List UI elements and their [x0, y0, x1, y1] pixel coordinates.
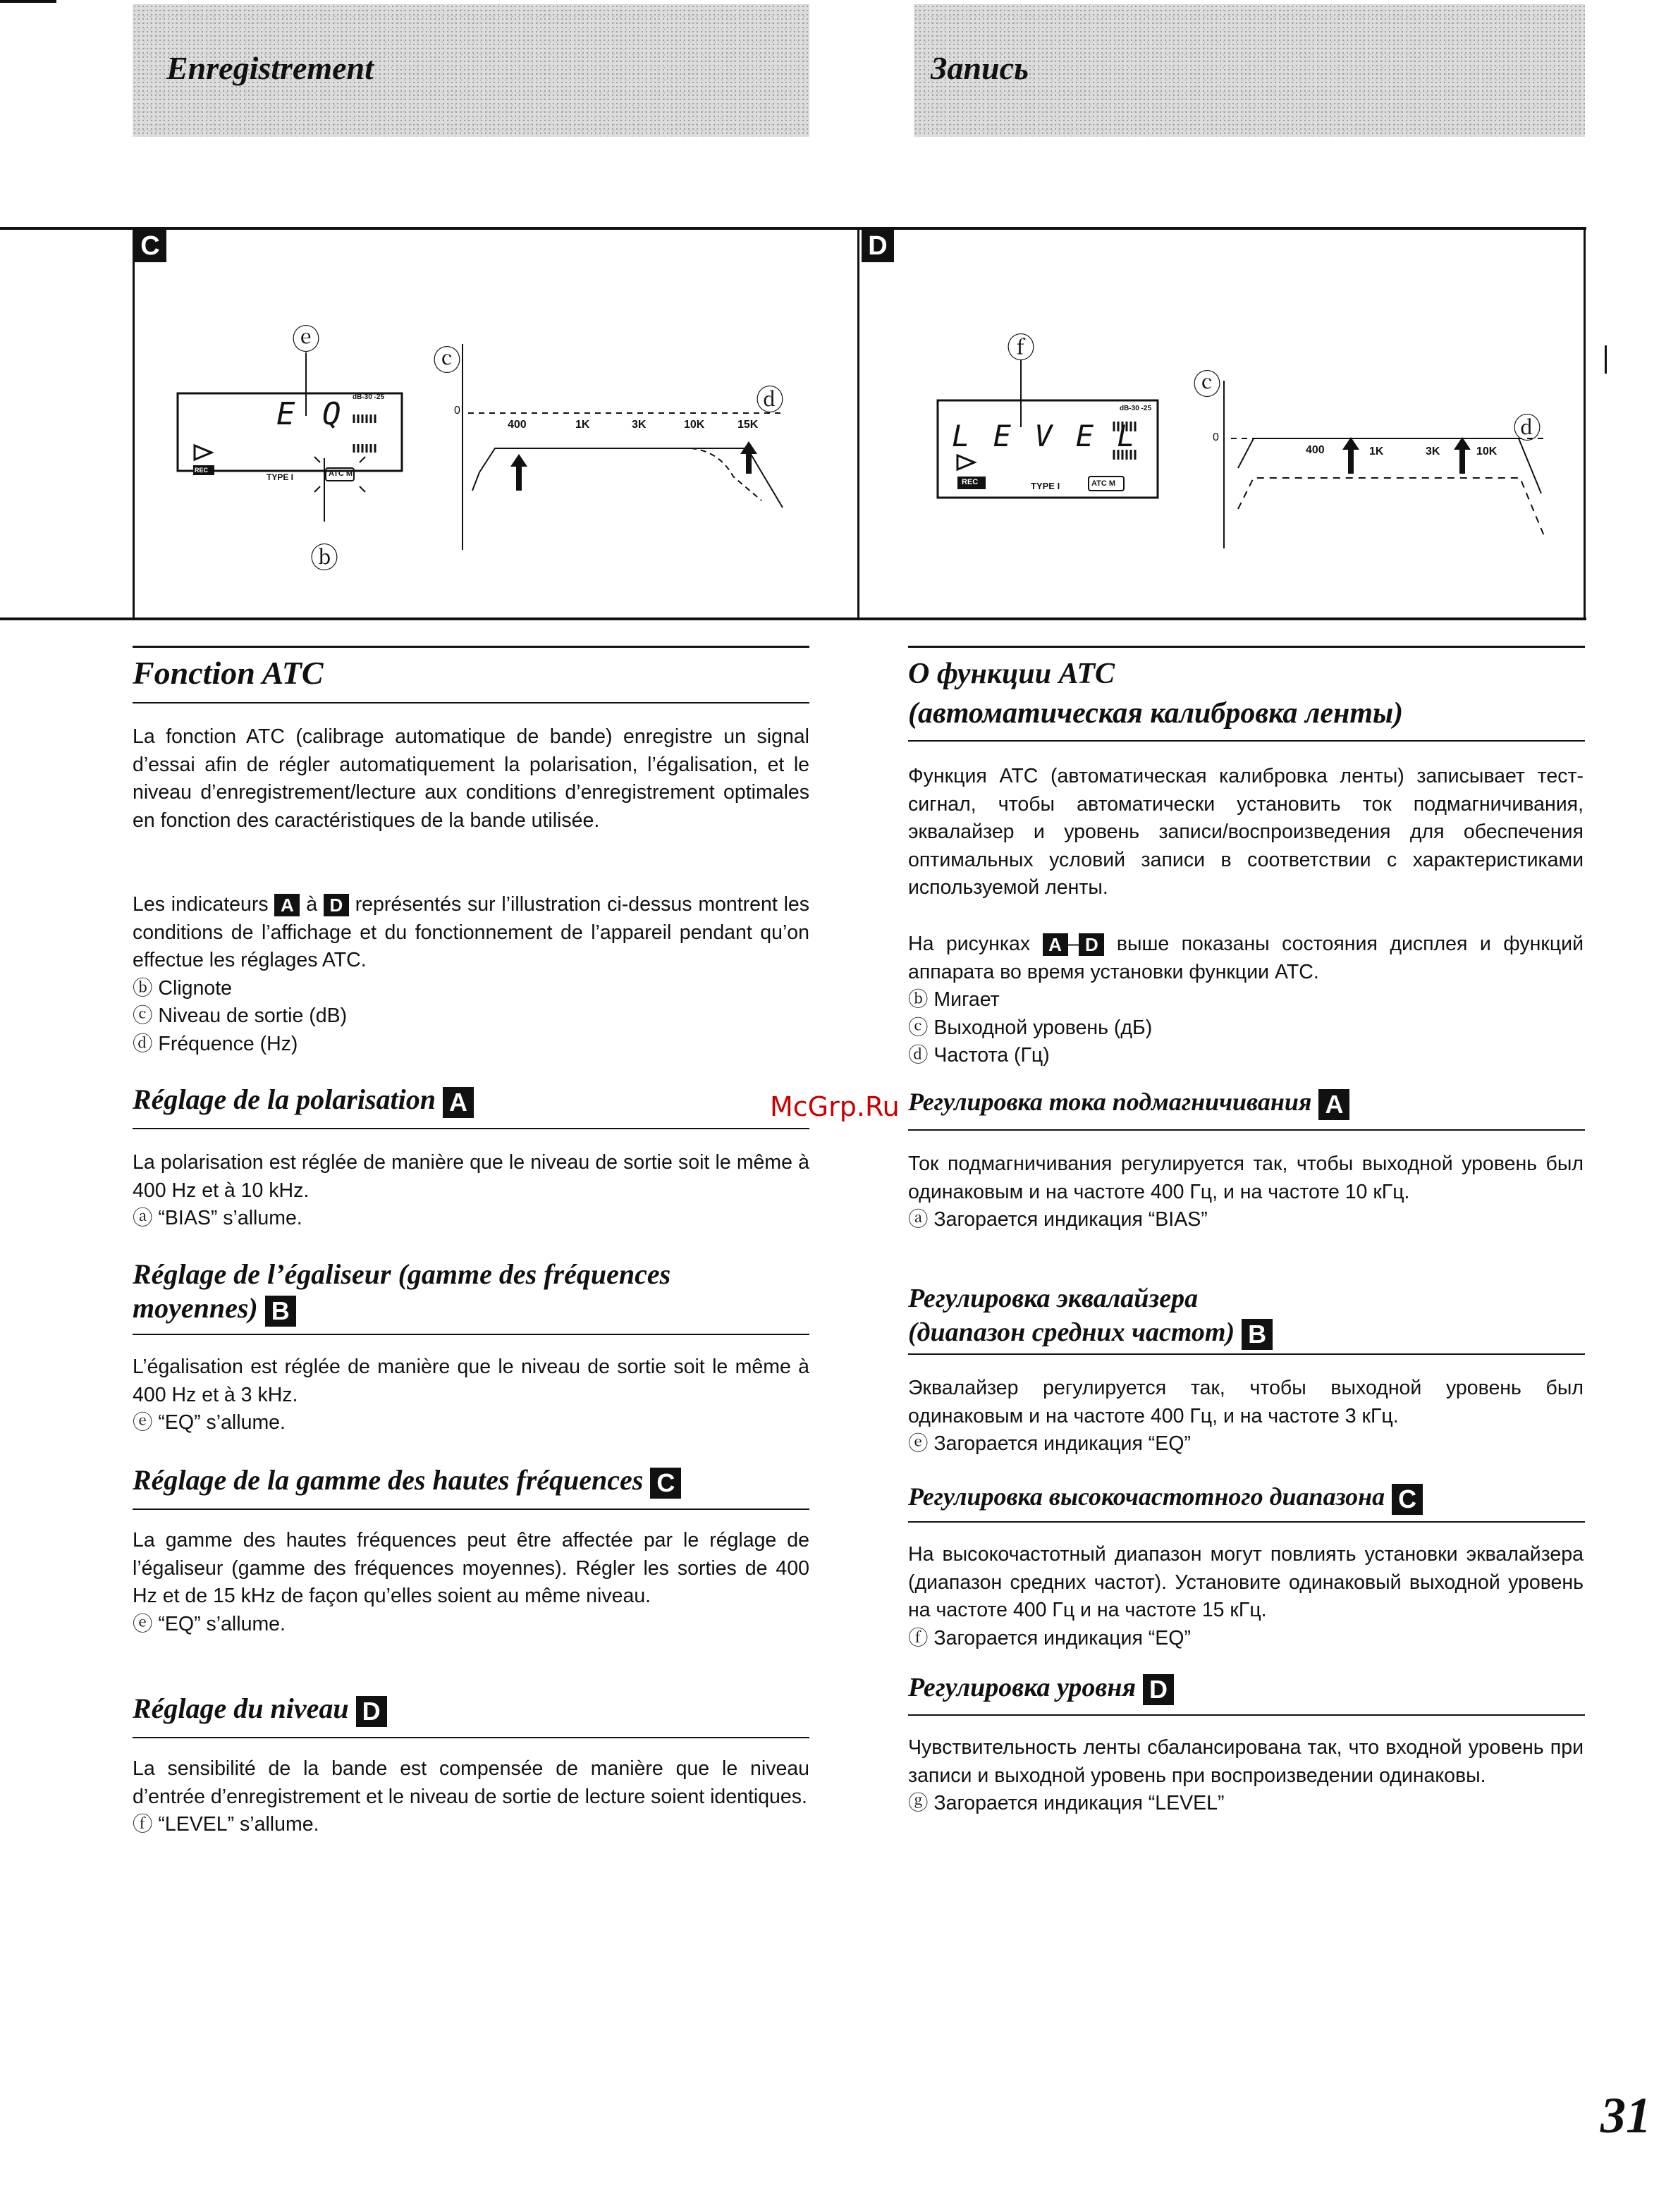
- atc-label-d: ATC M: [1091, 479, 1116, 488]
- fr-bias-text: La polarisation est réglée de manière que le niveau de sortie soit le même à 400 Hz et à 10 kHz.: [133, 1151, 809, 1202]
- figure-divider: [857, 227, 859, 619]
- callout-b: ⓑ: [310, 543, 338, 574]
- rule-fr-hf: [133, 1509, 809, 1510]
- lcd-text-c: E Q: [276, 396, 345, 432]
- ru-atc-title-1: О функции ATC: [908, 658, 1115, 690]
- fr-lvl-title-text: Réglage du niveau: [133, 1692, 349, 1724]
- ru-hf-badge: C: [1392, 1484, 1423, 1515]
- rule-ru-atc-bottom: [908, 740, 1585, 742]
- fr-eq-title-2: moyennes): [133, 1292, 258, 1324]
- rule-ru-hf: [908, 1521, 1585, 1523]
- ru-lvl-title-text: Регулировка уровня: [908, 1673, 1137, 1702]
- fr-hf-text: La gamme des hautes fréquences peut être affectée par le réglage de l’égaliseur (gamme des fréquences moyennes). Régler les sorties de 400 Hz et de 15 kHz de façon qu’elles soient au même niveau.: [133, 1529, 809, 1607]
- arrow-icon-c1: [510, 454, 527, 491]
- play-icon-c: [195, 446, 212, 460]
- ru-badge-d: D: [1079, 933, 1104, 956]
- db-scale-c: dB-30 -25: [353, 393, 385, 401]
- ru-atc-p2-before: На рисунках: [908, 933, 1031, 955]
- rule-fr-lvl: [133, 1737, 809, 1738]
- figure-right-border: [1584, 227, 1586, 619]
- fr-bias-badge: A: [443, 1087, 474, 1118]
- fr-hf-item: ⓔ “EQ” s’allume.: [133, 1612, 286, 1635]
- ru-bias-title-text: Регулировка тока подмагничивания: [908, 1088, 1312, 1116]
- fr-atc-p2-before: Les indicateurs: [133, 893, 269, 916]
- fr-atc-p2-after: représentés sur l’illustration ci-dessus montrent les conditions de l’affichage et du fonctionnement de l’appareil pendant qu’on effectue les réglages ATC.: [133, 893, 810, 971]
- fr-eq-item: ⓔ “EQ” s’allume.: [133, 1411, 286, 1434]
- ru-bias-badge: A: [1318, 1089, 1349, 1120]
- ru-lvl-paragraph: [908, 1734, 1584, 1818]
- fr-hf-paragraph: [133, 1527, 809, 1638]
- fr-bias-item: ⓐ “BIAS” s’allume.: [133, 1207, 302, 1229]
- panel-c-diagram: [169, 310, 790, 592]
- fr-eq-badge: B: [265, 1296, 296, 1327]
- callout-c: ⓒ: [433, 345, 461, 376]
- fr-eq-title-1: Réglage de l’égaliseur (gamme des fréquences: [133, 1258, 671, 1290]
- fr-hf-title-text: Réglage de la gamme des hautes fréquences: [133, 1464, 644, 1496]
- ru-atc-item-b: ⓑ Мигает: [908, 988, 1000, 1011]
- ru-bias-item: ⓐ Загорается индикация “BIAS”: [908, 1208, 1208, 1231]
- panel-letter-d: D: [862, 230, 894, 262]
- ru-bias-paragraph: [908, 1150, 1584, 1234]
- rule-fr-eq: [133, 1334, 809, 1335]
- fr-lvl-item: ⓕ “LEVEL” s’allume.: [133, 1813, 319, 1836]
- rec-label-d: REC: [962, 478, 979, 486]
- callout-f: ⓕ: [1007, 333, 1035, 364]
- freq-label-c-3: 3K: [632, 419, 647, 431]
- level-meter-c: [354, 414, 375, 453]
- rule-fr-bias: [133, 1128, 809, 1129]
- fr-eq-text: L’égalisation est réglée de manière que le niveau de sortie soit le même à 400 Hz et à 3 kHz.: [133, 1356, 809, 1406]
- ru-hf-title: [908, 1482, 1423, 1515]
- freq-label-d-1: 400: [1306, 444, 1325, 456]
- ru-eq-badge: B: [1242, 1319, 1273, 1350]
- ru-eq-title-2: (диапазон средних частот): [908, 1317, 1235, 1347]
- arrow-icon-c2: [740, 441, 757, 474]
- ru-atc-item-d: ⓓ Частота (Гц): [908, 1044, 1050, 1067]
- ru-lvl-title: [908, 1672, 1174, 1705]
- zero-label-d: 0: [1213, 431, 1219, 443]
- play-icon-d: [957, 455, 974, 469]
- callout-d-d: ⓓ: [1513, 413, 1541, 444]
- rule-fr-atc-top: [133, 646, 809, 648]
- fr-badge-a: A: [274, 894, 300, 916]
- ru-atc-paragraph-1: Функция ATC (автоматическая калибровка ленты) записывает тест-сигнал, чтобы автоматически установить ток подмагничивания, эквалайзер и уровень записи/воспроизведения для обеспечения оптимальных условий записи в соответствии с характеристиками используемой ленты.: [908, 765, 1584, 899]
- ru-atc-paragraph-2: [908, 930, 1584, 1070]
- rule-ru-eq: [908, 1353, 1585, 1355]
- header-title-fr: Enregistrement: [166, 50, 374, 86]
- fr-atc-item-b: ⓑ Clignote: [133, 976, 232, 1000]
- freq-label-c-4: 10K: [684, 419, 705, 431]
- fr-lvl-text: La sensibilité de la bande est compensée de manière que le niveau d’entrée d’enregistrement et le niveau de sortie de lecture soient identiques.: [133, 1757, 809, 1808]
- ru-eq-paragraph: [908, 1375, 1584, 1458]
- fr-eq-title: [133, 1258, 670, 1327]
- fr-hf-title: [133, 1463, 681, 1499]
- ru-lvl-text: Чувствительность ленты сбалансирована так, что входной уровень при записи и выходной уровень при воспроизведении одинаковы.: [908, 1736, 1584, 1787]
- atc-label-c: ATC M: [329, 469, 353, 478]
- page-number: 31: [1600, 2087, 1651, 2144]
- figure-bottom-rule: [0, 617, 1586, 620]
- arrow-icon-d2: [1454, 437, 1471, 474]
- panel-letter-c: C: [134, 230, 166, 262]
- ru-hf-title-text: Регулировка высокочастотного диапазона: [908, 1482, 1385, 1511]
- ru-lvl-badge: D: [1143, 1674, 1174, 1705]
- curve-guide-c: [472, 472, 479, 491]
- type-label-d: TYPE I: [1031, 481, 1060, 491]
- ru-badge-a: A: [1043, 933, 1068, 956]
- fr-bias-paragraph: [133, 1149, 809, 1233]
- ru-atc-title: [908, 654, 1403, 733]
- watermark: McGrp.Ru: [770, 1091, 900, 1122]
- fr-bias-title: [133, 1083, 474, 1118]
- rec-label-c: REC: [195, 467, 209, 474]
- ru-eq-item: ⓔ Загорается индикация “EQ”: [908, 1432, 1191, 1455]
- fr-atc-paragraph-2: [133, 891, 809, 1058]
- fr-atc-title: Fonction ATC: [133, 655, 324, 691]
- ru-atc-item-c: ⓒ Выходной уровень (дБ): [908, 1016, 1153, 1039]
- rule-ru-atc-top: [908, 646, 1585, 648]
- ru-bias-title: [908, 1087, 1349, 1120]
- corner-mark: [0, 0, 56, 3]
- header-title-ru: Запись: [931, 50, 1029, 86]
- fr-eq-paragraph: [133, 1353, 809, 1437]
- lcd-text-d: L E V E L: [952, 419, 1138, 453]
- fr-lvl-title: [133, 1692, 387, 1727]
- rule-fr-atc-bottom: [133, 702, 809, 703]
- zero-label-c: 0: [454, 405, 460, 417]
- callout-c-d: ⓒ: [1193, 369, 1221, 400]
- rule-ru-bias: [908, 1129, 1585, 1131]
- freq-label-c-1: 400: [508, 419, 527, 431]
- ru-hf-text: На высокочастотный диапазон могут повлиять установки эквалайзера (диапазон средних частот). Установите одинаковый выходной уровень на частоте 400 Гц и на частоте 15 кГц.: [908, 1543, 1584, 1621]
- ru-hf-paragraph: [908, 1541, 1584, 1652]
- figure-left-border: [133, 227, 135, 619]
- fr-badge-d: D: [324, 894, 349, 916]
- fr-hf-badge: C: [650, 1468, 681, 1499]
- ru-eq-title: [908, 1282, 1273, 1350]
- freq-label-c-5: 15K: [737, 419, 759, 431]
- ru-lvl-item: ⓖ Загорается индикация “LEVEL”: [908, 1792, 1225, 1814]
- response-curve-dashed-d: [1238, 478, 1544, 536]
- callout-e: ⓔ: [292, 324, 320, 355]
- callout-d: ⓓ: [756, 385, 784, 416]
- freq-label-c-2: 1K: [575, 419, 590, 431]
- db-scale-d: dB-30 -25: [1120, 405, 1152, 412]
- rule-ru-lvl: [908, 1714, 1585, 1716]
- ru-hf-item: ⓕ Загорается индикация “EQ”: [908, 1626, 1191, 1649]
- fr-atc-p2-mid: à: [306, 893, 318, 916]
- type-label-c: TYPE I: [267, 472, 294, 482]
- fr-atc-item-c: ⓒ Niveau de sortie (dB): [133, 1004, 348, 1027]
- response-curve-c: [479, 448, 783, 508]
- freq-label-d-3: 3K: [1426, 446, 1440, 457]
- fr-lvl-badge: D: [356, 1696, 387, 1727]
- ru-eq-title-1: Регулировка эквалайзера: [908, 1284, 1199, 1313]
- margin-mark: [1605, 345, 1607, 374]
- fr-bias-title-text: Réglage de la polarisation: [133, 1083, 436, 1115]
- arrow-icon-d1: [1342, 437, 1359, 474]
- freq-label-d-2: 1K: [1369, 446, 1384, 457]
- fr-atc-item-d: ⓓ Fréquence (Hz): [133, 1032, 298, 1055]
- ru-atc-title-2: (автоматическая калибровка ленты): [908, 697, 1404, 730]
- ru-eq-text: Эквалайзер регулируется так, чтобы выходной уровень был одинаковым и на частоте 400 Гц, и на частоте 3 кГц.: [908, 1377, 1584, 1427]
- freq-label-d-4: 10K: [1476, 446, 1498, 457]
- figure-top-rule: [0, 227, 1586, 230]
- fr-lvl-paragraph: [133, 1755, 809, 1839]
- ru-bias-text: Ток подмагничивания регулируется так, чтобы выходной уровень был одинаковым и на частоте 400 Гц, и на частоте 10 кГц.: [908, 1153, 1584, 1203]
- ru-atc-p2-dash: –: [1067, 933, 1079, 955]
- fr-atc-paragraph-1: La fonction ATC (calibrage automatique de bande) enregistre un signal d’essai afin de régler automatiquement la polarisation, l’égalisation, et le niveau d’enregistrement/lecture aux conditions d’enregistrement optimales en fonction des caractéristiques de la bande utilisée.: [133, 725, 809, 832]
- ru-atc-p2-after: выше показаны состояния дисплея и функций аппарата во время установки функции ATC.: [908, 933, 1584, 983]
